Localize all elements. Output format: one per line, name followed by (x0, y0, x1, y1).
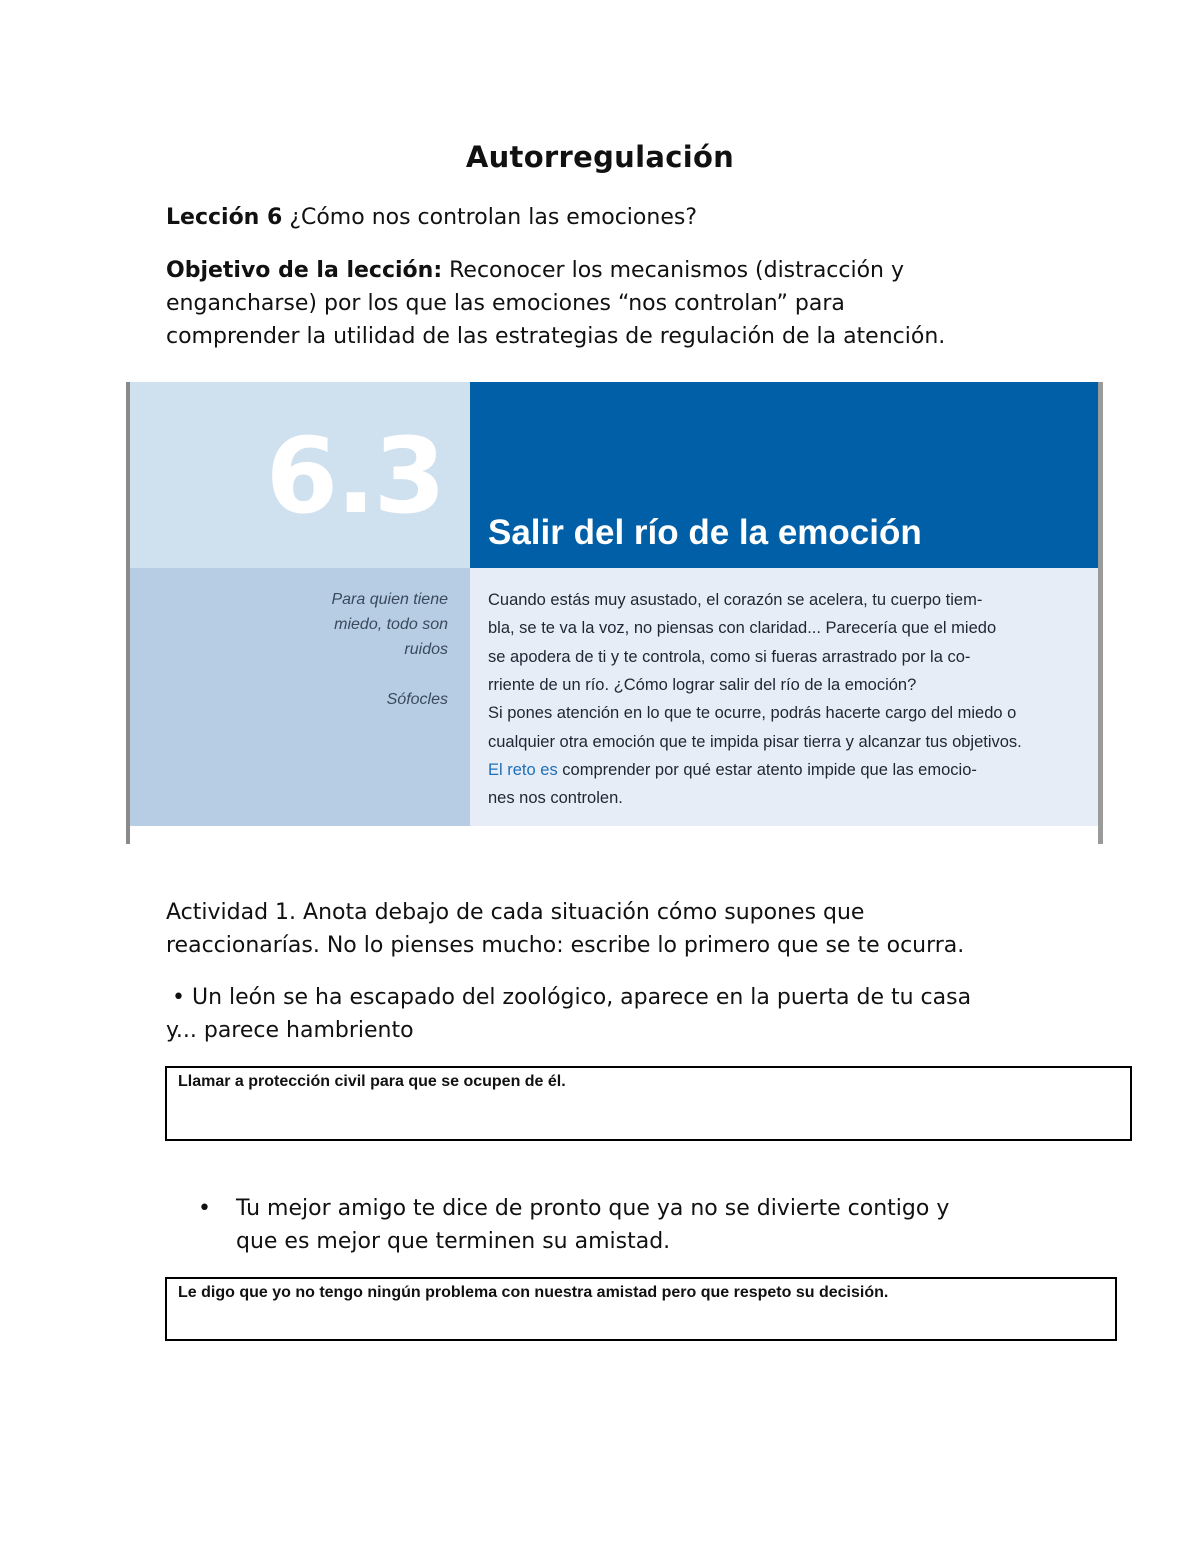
objective-text-1: Reconocer los mecanismos (distracción y (449, 258, 905, 283)
answer-1-text: Llamar a protección civil para que se ocupen de él. (178, 1073, 566, 1090)
quote-line-3: ruidos (404, 641, 448, 658)
activity-instructions-2: reaccionarías. No lo pienses mucho: escribe lo primero que se te ocurra. (166, 933, 965, 958)
banner-challenge-line-2: nes nos controlen. (488, 789, 623, 807)
objective-label: Objetivo de la lección: (166, 258, 443, 283)
objective-line-3: comprender la utilidad de las estrategias de regulación de la atención. (166, 324, 946, 349)
situation-1-text: Un león se ha escapado del zoológico, aparece en la puerta de tu casa (191, 985, 972, 1010)
bullet-icon: • (172, 985, 185, 1010)
situation-2-bullet: • (198, 1196, 211, 1221)
banner-text-line-5: Si pones atención en lo que te ocurre, podrás hacerte cargo del miedo o (488, 704, 1017, 722)
section-heading: Salir del río de la emoción (488, 513, 922, 552)
lesson-banner-figure (126, 382, 1104, 844)
section-number: 6.3 (265, 415, 444, 537)
objective-line-2: engancharse) por los que las emociones “nos controlan” para (166, 291, 845, 316)
banner-text-line-4: rriente de un río. ¿Cómo lograr salir del río de la emoción? (488, 676, 917, 694)
answer-2-text: Le digo que yo no tengo ningún problema con nuestra amistad pero que respeto su decisión. (178, 1284, 889, 1301)
banner-text-line-3: se apodera de ti y te controla, como si fueras arrastrado por la co- (488, 648, 971, 666)
quote-line-2: miedo, todo son (334, 616, 448, 633)
activity-instructions-1: Actividad 1. Anota debajo de cada situación cómo supones que (166, 900, 865, 925)
challenge-text: comprender por qué estar atento impide que las emocio- (562, 761, 977, 779)
banner-text-line-6: cualquier otra emoción que te impida pisar tierra y alcanzar tus objetivos. (488, 733, 1022, 751)
banner-challenge-line-1 (488, 756, 977, 784)
situation-1-line-1 (172, 981, 971, 1014)
challenge-label: El reto es (488, 761, 558, 779)
lesson-question: ¿Cómo nos controlan las emociones? (289, 205, 697, 230)
situation-2-line-1: Tu mejor amigo te dice de pronto que ya no se divierte contigo y (236, 1196, 950, 1221)
banner-text-line-1: Cuando estás muy asustado, el corazón se acelera, tu cuerpo tiem- (488, 591, 983, 609)
quote-line-1: Para quien tiene (331, 591, 448, 608)
lesson-label: Lección 6 (166, 205, 283, 230)
situation-1-line-2: y... parece hambriento (166, 1018, 414, 1043)
document-title: Autorregulación (465, 140, 735, 174)
lesson-heading (166, 201, 697, 234)
answer-box-2[interactable] (165, 1277, 1117, 1341)
answer-box-1[interactable] (165, 1066, 1132, 1141)
quote-author: Sófocles (386, 691, 448, 708)
banner-frame-right (1098, 382, 1103, 844)
situation-2-line-2: que es mejor que terminen su amistad. (236, 1229, 671, 1254)
objective-line-1 (166, 254, 904, 287)
banner-text-line-2: bla, se te va la voz, no piensas con claridad... Parecería que el miedo (488, 619, 997, 637)
